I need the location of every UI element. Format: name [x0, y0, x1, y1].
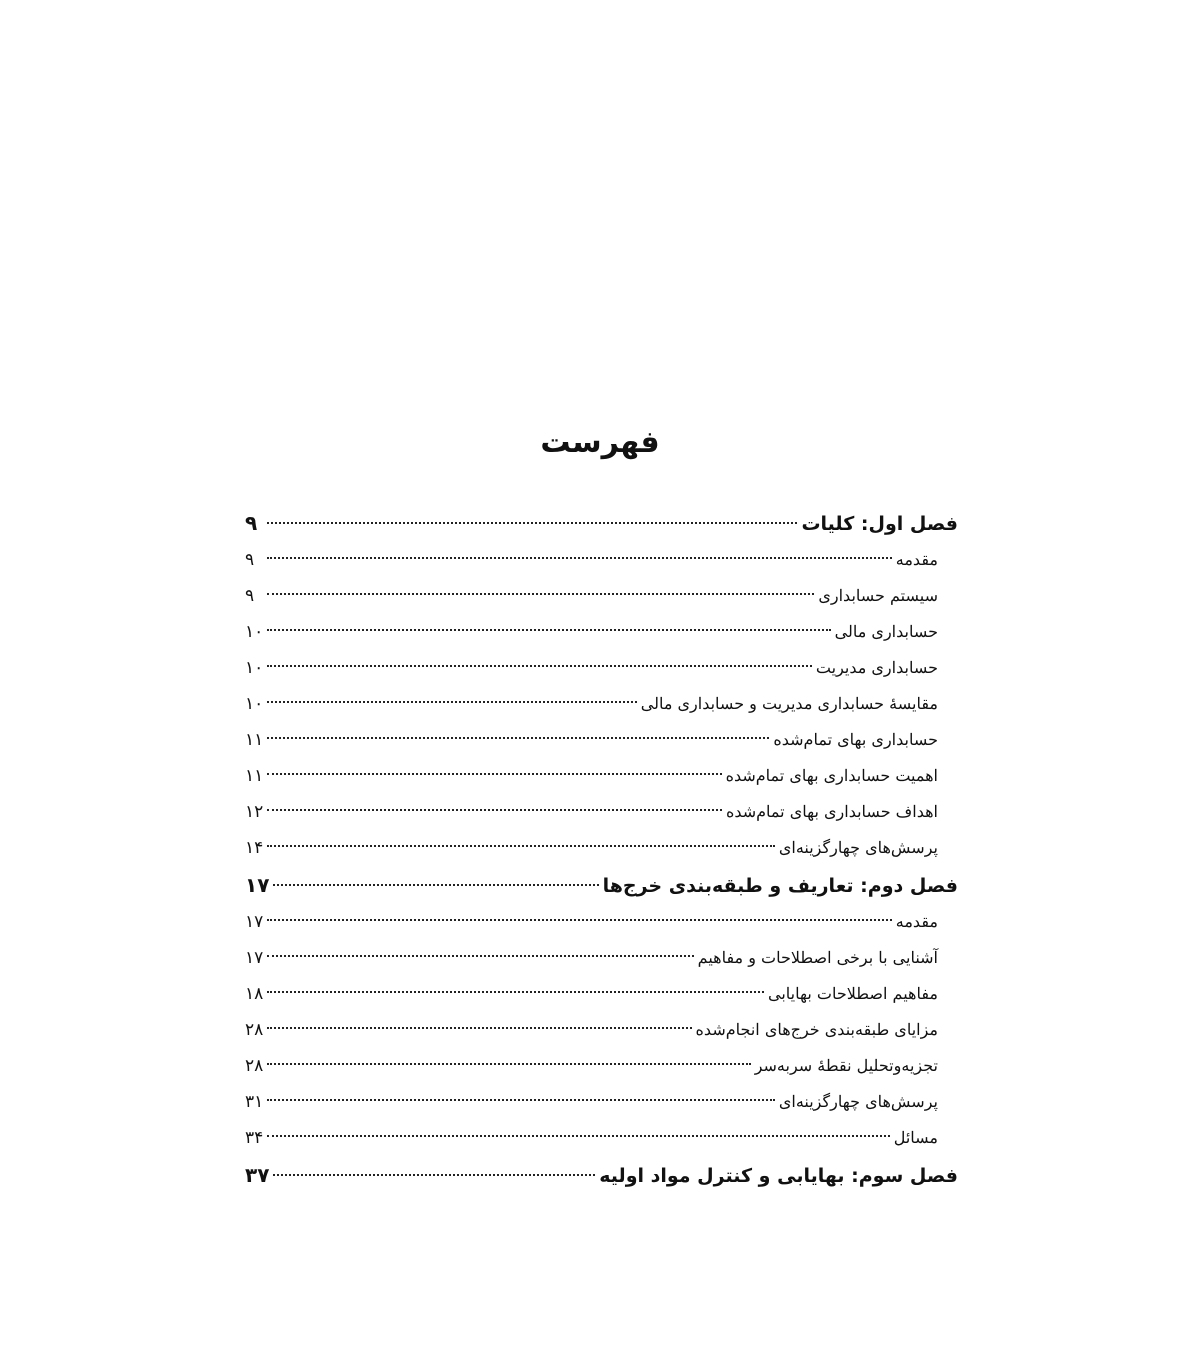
toc-entry-label: اهداف حسابداری بهای تمام‌شده	[725, 802, 938, 821]
toc-section-entry[interactable]	[245, 1120, 958, 1156]
toc-entry-label: سیستم حسابداری	[818, 586, 938, 605]
toc-page-number: ۱۰	[245, 622, 264, 642]
toc-page-number: ۳۷	[245, 1163, 270, 1187]
toc-chapter-entry[interactable]	[245, 504, 958, 542]
dot-leader	[267, 773, 721, 775]
toc-page-number: ۱۸	[245, 984, 264, 1004]
dot-leader	[267, 991, 764, 993]
toc-entry-label: حسابداری مدیریت	[815, 658, 938, 677]
dot-leader	[267, 737, 769, 739]
toc-section-entry[interactable]	[245, 976, 958, 1012]
dot-leader	[267, 1135, 889, 1137]
toc-chapter-entry[interactable]	[245, 866, 958, 904]
toc-page-number: ۲۸	[245, 1020, 264, 1040]
toc-entry-label: مسائل	[893, 1128, 938, 1147]
dot-leader	[267, 955, 693, 957]
table-of-contents	[245, 504, 958, 1194]
toc-page-number: ۳۴	[245, 1128, 264, 1148]
toc-entry-label: مقایسهٔ حسابداری مدیریت و حسابداری مالی	[640, 694, 938, 713]
dot-leader	[267, 919, 892, 921]
dot-leader	[267, 522, 797, 524]
dot-leader	[273, 1174, 595, 1176]
toc-entry-label: فصل دوم: تعاریف و طبقه‌بندی خرج‌ها	[602, 875, 958, 897]
dot-leader	[267, 701, 636, 703]
toc-section-entry[interactable]	[245, 758, 958, 794]
toc-page-number: ۱۷	[245, 873, 270, 897]
dot-leader	[267, 809, 722, 811]
page-title: فهرست	[540, 425, 660, 460]
toc-page-number: ۹	[245, 550, 255, 570]
dot-leader	[267, 629, 830, 631]
toc-entry-label: حسابداری بهای تمام‌شده	[773, 730, 938, 749]
toc-page-number: ۳۱	[245, 1092, 264, 1112]
toc-entry-label: پرسش‌های چهارگزینه‌ای	[778, 838, 938, 857]
dot-leader	[267, 665, 812, 667]
toc-entry-label: فصل سوم: بهایابی و کنترل مواد اولیه	[599, 1165, 958, 1187]
toc-section-entry[interactable]	[245, 614, 958, 650]
toc-section-entry[interactable]	[245, 578, 958, 614]
toc-entry-label: مزایای طبقه‌بندی خرج‌های انجام‌شده	[695, 1020, 938, 1039]
toc-page-number: ۱۱	[245, 730, 264, 750]
toc-section-entry[interactable]	[245, 542, 958, 578]
toc-page-number: ۱۴	[245, 838, 264, 858]
toc-page-number: ۹	[245, 586, 255, 606]
toc-entry-label: فصل اول: کلیات	[801, 513, 958, 535]
dot-leader	[267, 557, 892, 559]
toc-section-entry[interactable]	[245, 1048, 958, 1084]
toc-chapter-entry[interactable]	[245, 1156, 958, 1194]
toc-section-entry[interactable]	[245, 1084, 958, 1120]
toc-page-number: ۹	[245, 511, 258, 535]
toc-entry-label: حسابداری مالی	[834, 622, 938, 641]
toc-page-number: ۲۸	[245, 1056, 264, 1076]
toc-page-number: ۱۰	[245, 658, 264, 678]
toc-entry-label: اهمیت حسابداری بهای تمام‌شده	[725, 766, 938, 785]
dot-leader	[273, 884, 598, 886]
dot-leader	[267, 1099, 775, 1101]
toc-entry-label: مقدمه	[895, 550, 938, 569]
toc-entry-label: مقدمه	[895, 912, 938, 931]
toc-section-entry[interactable]	[245, 794, 958, 830]
toc-section-entry[interactable]	[245, 1012, 958, 1048]
toc-section-entry[interactable]	[245, 686, 958, 722]
toc-page-number: ۱۲	[245, 802, 264, 822]
toc-entry-label: آشنایی با برخی اصطلاحات و مفاهیم	[697, 948, 938, 967]
toc-page-number: ۱۱	[245, 766, 264, 786]
toc-entry-label: مفاهیم اصطلاحات بهایابی	[768, 984, 938, 1003]
toc-section-entry[interactable]	[245, 650, 958, 686]
toc-page-number: ۱۷	[245, 948, 264, 968]
toc-page-number: ۱۷	[245, 912, 264, 932]
dot-leader	[267, 845, 775, 847]
toc-section-entry[interactable]	[245, 830, 958, 866]
toc-entry-label: پرسش‌های چهارگزینه‌ای	[778, 1092, 938, 1111]
dot-leader	[267, 1063, 750, 1065]
toc-section-entry[interactable]	[245, 940, 958, 976]
toc-section-entry[interactable]	[245, 904, 958, 940]
dot-leader	[267, 593, 814, 595]
toc-section-entry[interactable]	[245, 722, 958, 758]
toc-entry-label: تجزیه‌وتحلیل نقطهٔ سربه‌سر	[754, 1056, 938, 1075]
dot-leader	[267, 1027, 691, 1029]
toc-page-number: ۱۰	[245, 694, 264, 714]
